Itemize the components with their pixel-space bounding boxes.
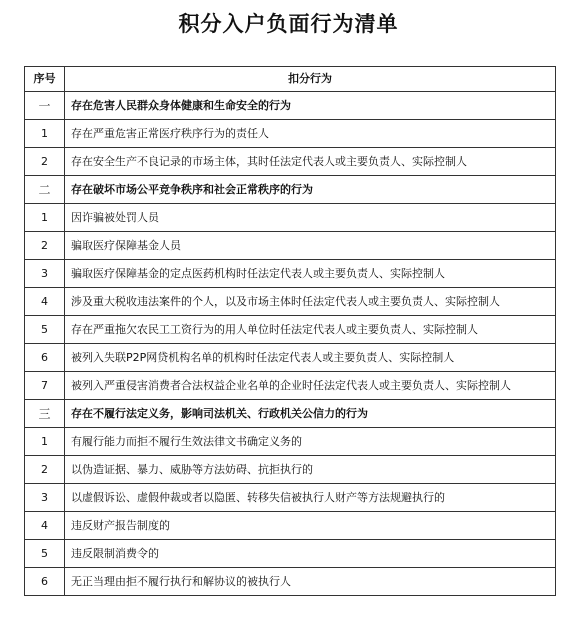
behavior-description: 存在安全生产不良记录的市场主体，其时任法定代表人或主要负责人、实际控制人: [65, 148, 556, 176]
row-number: 7: [25, 372, 65, 400]
behavior-description: 涉及重大税收违法案件的个人，以及市场主体时任法定代表人或主要负责人、实际控制人: [65, 288, 556, 316]
row-number: 1: [25, 204, 65, 232]
negative-behavior-table: [24, 66, 556, 596]
row-number: 3: [25, 484, 65, 512]
table-row: [25, 204, 556, 232]
category-title: 存在破坏市场公平竞争秩序和社会正常秩序的行为: [65, 176, 556, 204]
column-header-behavior: 扣分行为: [65, 67, 556, 92]
category-number: 一: [25, 92, 65, 120]
row-number: 4: [25, 512, 65, 540]
row-number: 4: [25, 288, 65, 316]
behavior-description: 骗取医疗保障基金人员: [65, 232, 556, 260]
row-number: 3: [25, 260, 65, 288]
table-row: [25, 120, 556, 148]
row-number: 1: [25, 120, 65, 148]
behavior-description: 被列入严重侵害消费者合法权益企业名单的企业时任法定代表人或主要负责人、实际控制人: [65, 372, 556, 400]
behavior-description: 违反限制消费令的: [65, 540, 556, 568]
row-number: 6: [25, 568, 65, 596]
behavior-description: 存在严重危害正常医疗秩序行为的责任人: [65, 120, 556, 148]
row-number: 1: [25, 428, 65, 456]
table-row: [25, 372, 556, 400]
table-row: [25, 428, 556, 456]
row-number: 5: [25, 316, 65, 344]
category-title: 存在危害人民群众身体健康和生命安全的行为: [65, 92, 556, 120]
behavior-description: 骗取医疗保障基金的定点医药机构时任法定代表人或主要负责人、实际控制人: [65, 260, 556, 288]
table-row: [25, 540, 556, 568]
behavior-description: 因诈骗被处罚人员: [65, 204, 556, 232]
row-number: 2: [25, 148, 65, 176]
row-number: 2: [25, 456, 65, 484]
row-number: 2: [25, 232, 65, 260]
behavior-description: 以虚假诉讼、虚假仲裁或者以隐匿、转移失信被执行人财产等方法规避执行的: [65, 484, 556, 512]
table-row: [25, 512, 556, 540]
category-row: [25, 400, 556, 428]
behavior-description: 存在严重拖欠农民工工资行为的用人单位时任法定代表人或主要负责人、实际控制人: [65, 316, 556, 344]
behavior-description: 被列入失联P2P网贷机构名单的机构时任法定代表人或主要负责人、实际控制人: [65, 344, 556, 372]
row-number: 5: [25, 540, 65, 568]
behavior-description: 以伪造证据、暴力、威胁等方法妨碍、抗拒执行的: [65, 456, 556, 484]
document-title: 积分入户负面行为清单: [178, 12, 399, 36]
table-row: [25, 344, 556, 372]
table-body: [25, 92, 556, 596]
column-header-number: 序号: [25, 67, 65, 92]
table-row: [25, 456, 556, 484]
category-number: 二: [25, 176, 65, 204]
table-row: [25, 316, 556, 344]
table-row: [25, 288, 556, 316]
table-row: [25, 484, 556, 512]
table-row: [25, 260, 556, 288]
row-number: 6: [25, 344, 65, 372]
behavior-description: 有履行能力而拒不履行生效法律文书确定义务的: [65, 428, 556, 456]
table-row: [25, 148, 556, 176]
behavior-description: 无正当理由拒不履行执行和解协议的被执行人: [65, 568, 556, 596]
table-row: [25, 232, 556, 260]
table-header-row: [25, 67, 556, 92]
category-number: 三: [25, 400, 65, 428]
table-row: [25, 568, 556, 596]
category-title: 存在不履行法定义务，影响司法机关、行政机关公信力的行为: [65, 400, 556, 428]
category-row: [25, 176, 556, 204]
behavior-description: 违反财产报告制度的: [65, 512, 556, 540]
category-row: [25, 92, 556, 120]
